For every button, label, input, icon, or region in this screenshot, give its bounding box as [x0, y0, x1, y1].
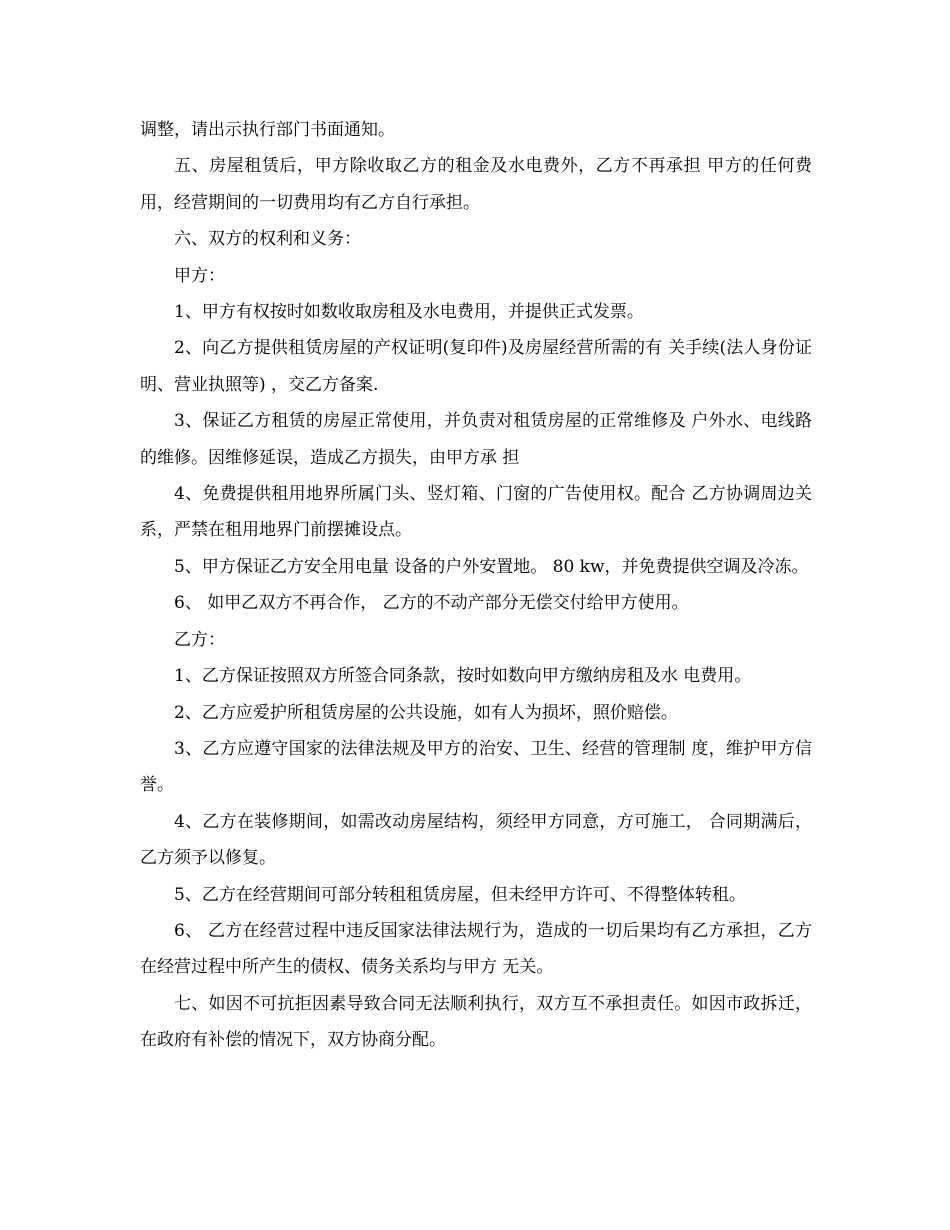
paragraph-clause-5: 五、房屋租赁后，甲方除收取乙方的租金及水电费外，乙方不再承担 甲方的任何费用，经营期间的一切费用均有乙方自行承担。	[140, 156, 812, 213]
party-b-item-2: 2、乙方应爱护所租赁房屋的公共设施，如有人为损坏，照价赔偿。	[174, 702, 678, 723]
paragraph-continuation: 调整，请出示执行部门书面通知。	[140, 120, 395, 140]
party-b-item-4: 4、乙方在装修期间，如需改动房屋结构，须经甲方同意，方可施工， 合同期满后，乙方须予以修复。	[140, 811, 812, 869]
party-b-item-3: 3、乙方应遵守国家的法律法规及甲方的治安、卫生、经营的管理制 度，维护甲方信誉。	[140, 738, 812, 796]
party-a-item-3: 3、保证乙方租赁的房屋正常使用，并负责对租赁房屋的正常维修及 户外水、电线路的维修。因维修延误，造成乙方损失，由甲方承 担	[140, 411, 812, 468]
paragraph-clause-6-heading: 六、双方的权利和义务：	[174, 229, 361, 250]
party-a-heading: 甲方：	[174, 265, 225, 286]
party-a-item-1: 1、甲方有权按时如数收取房租及水电费用，并提供正式发票。	[174, 302, 644, 323]
party-b-item-5: 5、乙方在经营期间可部分转租租赁房屋，但未经甲方许可、不得整体转租。	[174, 884, 746, 905]
party-a-item-5: 5、甲方保证乙方安全用电量 设备的户外安置地。 80 kw，并免费提供空调及冷冻。	[174, 556, 809, 577]
party-b-item-1: 1、乙方保证按照双方所签合同条款，按时如数向甲方缴纳房租及水 电费用。	[174, 666, 752, 687]
party-b-heading: 乙方：	[174, 629, 225, 650]
party-a-item-6: 6、 如甲乙双方不再合作， 乙方的不动产部分无偿交付给甲方使用。	[174, 593, 689, 614]
party-a-item-4: 4、免费提供租用地界所属门头、竖灯箱、门窗的广告使用权。配合 乙方协调周边关系，严禁在租用地界门前摆摊设点。	[140, 484, 812, 541]
document-body	[140, 112, 812, 1059]
party-a-item-2: 2、向乙方提供租赁房屋的产权证明(复印件)及房屋经营所需的有 关手续(法人身份证明、营业执照等) ，交乙方备案.	[140, 338, 812, 395]
party-b-item-6: 6、 乙方在经营过程中违反国家法律法规行为，造成的一切后果均有乙方承担，乙方在经营过程中所产生的债权、债务关系均与甲方 无关。	[140, 920, 812, 978]
paragraph-clause-7: 七、如因不可抗拒因素导致合同无法顺利执行，双方互不承担责任。如因市政拆迁，在政府有补偿的情况下，双方协商分配。	[140, 993, 812, 1051]
